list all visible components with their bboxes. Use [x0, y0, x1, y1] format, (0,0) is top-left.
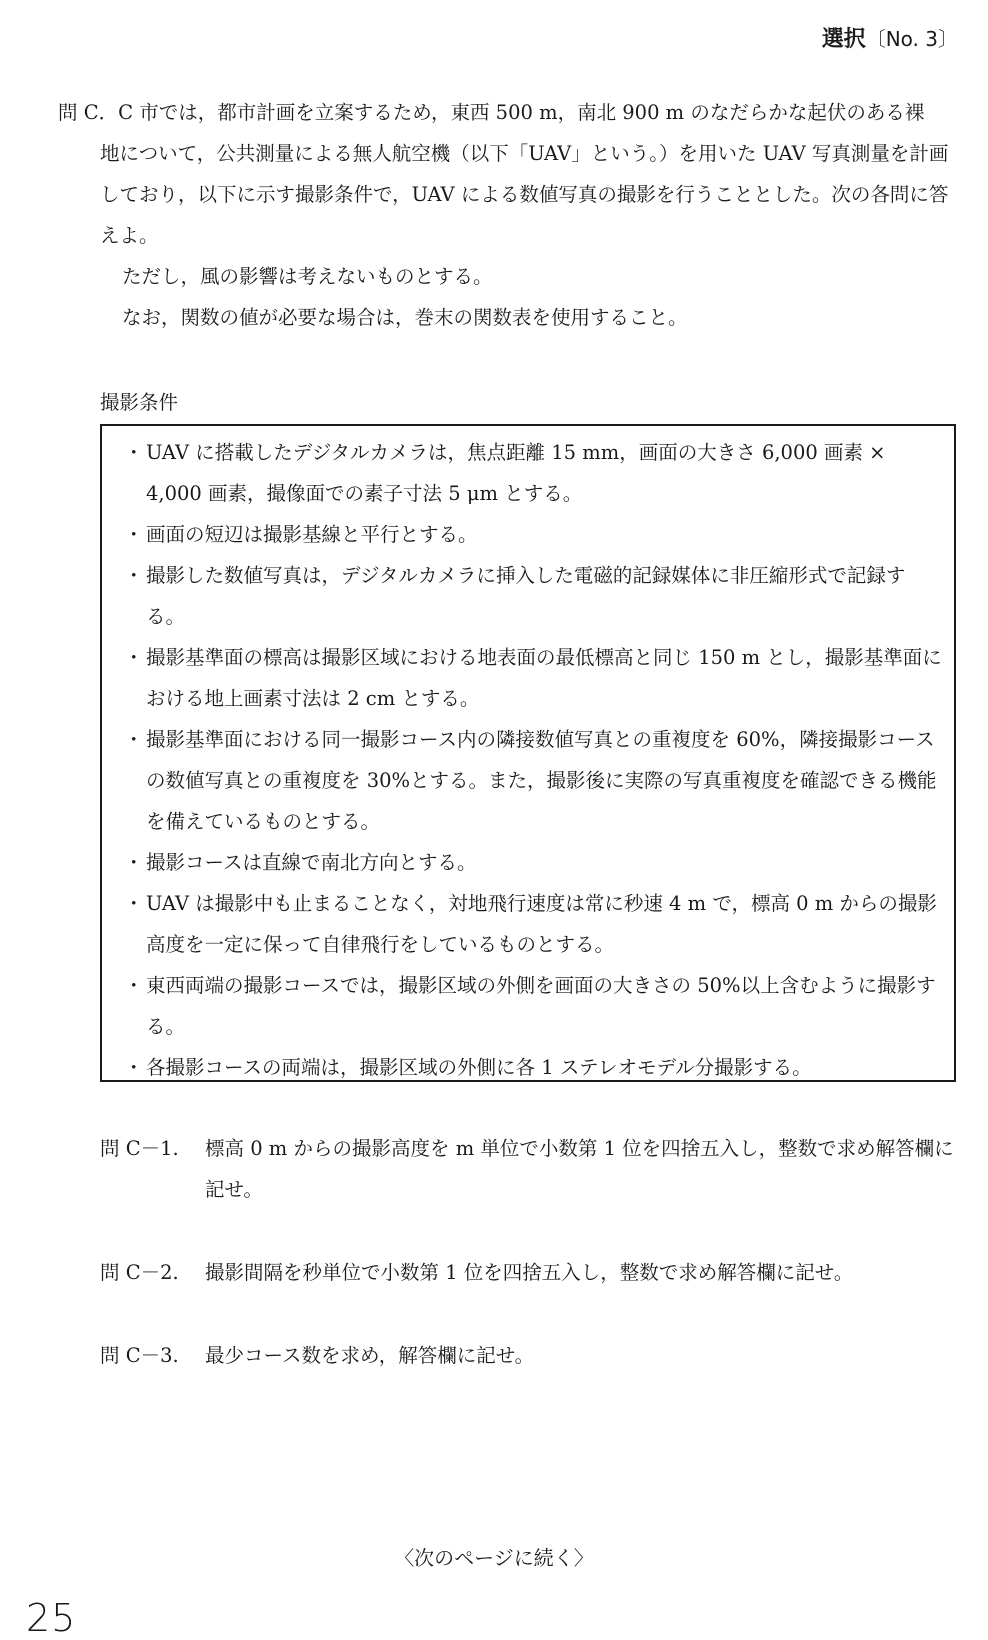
question-number: 問 C－2. — [100, 1261, 179, 1284]
section-header — [822, 22, 958, 53]
question-number: 問 C－3. — [100, 1344, 179, 1367]
condition-text: 撮影コースは直線で南北方向とする。 — [146, 851, 477, 874]
condition-item — [124, 432, 942, 514]
selection-label: 選択 — [821, 27, 866, 52]
bullet: ・ — [124, 523, 144, 546]
question-text: 撮影間隔を秒単位で小数第 1 位を四捨五入し，整数で求め解答欄に記せ。 — [205, 1261, 854, 1284]
wind-note: ただし，風の影響は考えないものとする。 — [122, 265, 493, 288]
bullet: ・ — [124, 851, 144, 874]
condition-item — [124, 883, 942, 965]
function-table-note: なお，関数の値が必要な場合は，巻末の関数表を使用すること。 — [122, 306, 688, 329]
bullet: ・ — [124, 728, 144, 751]
page-number: 25 — [26, 1596, 77, 1640]
condition-text: UAV に搭載したデジタルカメラは，焦点距離 15 mm，画面の大きさ 6,000 画素 × 4,000 画素，撮像面での素子寸法 5 μm とする。 — [146, 441, 886, 505]
question-number-label: 〔No. 3〕 — [865, 27, 958, 51]
problem-intro-continuation: 地について，公共測量による無人航空機（以下「UAV」という。）を用いた UAV 写真測量を計画しており，以下に示す撮影条件で，UAV による数値写真の撮影を行うこととした。次の各問に答えよ。 — [100, 142, 949, 247]
problem-intro-line: 問 C．C 市では，都市計画を立案するため，東西 500 m，南北 900 m のなだらかな起伏のある裸 — [58, 101, 925, 124]
condition-item — [124, 514, 942, 555]
question-number: 問 C－1. — [100, 1137, 179, 1160]
condition-text: UAV は撮影中も止まることなく，対地飛行速度は常に秒速 4 m で，標高 0 m からの撮影高度を一定に保って自律飛行をしているものとする。 — [146, 892, 937, 956]
condition-item — [124, 555, 942, 637]
bullet: ・ — [124, 441, 144, 464]
conditions-title: 撮影条件 — [100, 391, 179, 414]
condition-text: 東西両端の撮影コースでは，撮影区域の外側を画面の大きさの 50%以上含むように撮影する。 — [146, 974, 936, 1038]
condition-text: 撮影基準面における同一撮影コース内の隣接数値写真との重複度を 60%，隣接撮影コースの数値写真との重複度を 30%とする。また，撮影後に実際の写真重複度を確認できる機能を備えているものとする。 — [146, 728, 937, 833]
condition-text: 画面の短辺は撮影基線と平行とする。 — [146, 523, 478, 546]
question-text: 標高 0 m からの撮影高度を m 単位で小数第 1 位を四捨五入し，整数で求め解答欄に記せ。 — [205, 1137, 954, 1201]
problem-statement — [58, 92, 962, 338]
conditions-box — [100, 424, 956, 1082]
condition-item — [124, 842, 942, 883]
condition-text: 撮影した数値写真は，デジタルカメラに挿入した電磁的記録媒体に非圧縮形式で記録する。 — [146, 564, 906, 628]
question-c1 — [100, 1128, 960, 1210]
condition-item — [124, 637, 942, 719]
question-c2 — [100, 1252, 960, 1293]
bullet: ・ — [124, 564, 144, 587]
continue-notice: 〈次のページに続く〉 — [394, 1546, 594, 1570]
bullet: ・ — [124, 1056, 144, 1079]
condition-item — [124, 1047, 942, 1088]
bullet: ・ — [124, 974, 144, 997]
condition-item — [124, 965, 942, 1047]
condition-text: 撮影基準面の標高は撮影区域における地表面の最低標高と同じ 150 m とし，撮影基準面における地上画素寸法は 2 cm とする。 — [146, 646, 942, 710]
bullet: ・ — [124, 646, 144, 669]
condition-text: 各撮影コースの両端は，撮影区域の外側に各 1 ステレオモデル分撮影する。 — [146, 1056, 812, 1079]
question-text: 最少コース数を求め，解答欄に記せ。 — [205, 1344, 535, 1367]
condition-item — [124, 719, 942, 842]
bullet: ・ — [124, 892, 144, 915]
question-c3 — [100, 1335, 960, 1376]
